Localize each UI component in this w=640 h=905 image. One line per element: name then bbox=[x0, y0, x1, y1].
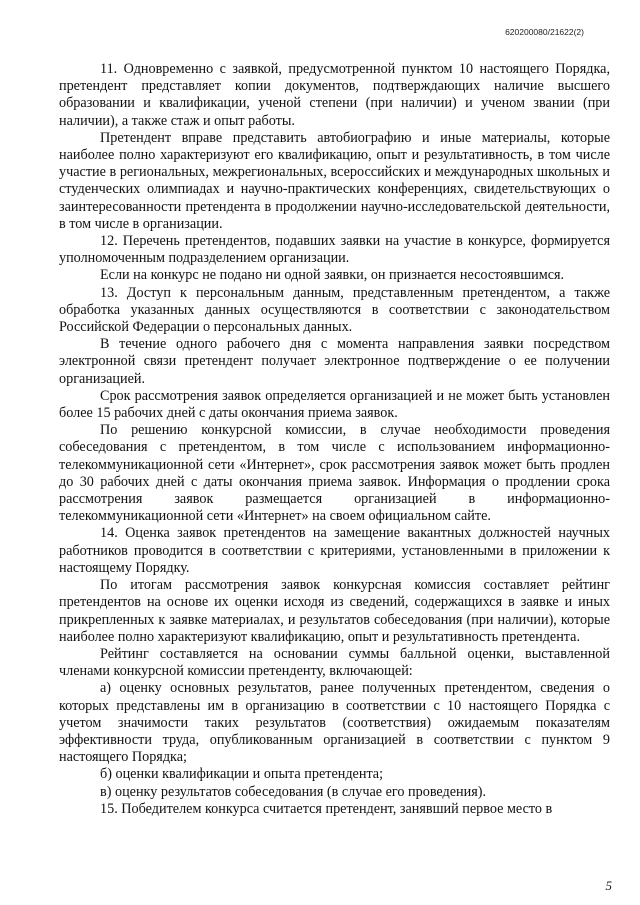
paragraph-15: 15. Победителем конкурса считается претендент, занявший первое место в bbox=[100, 800, 553, 817]
page-number: 5 bbox=[605, 878, 612, 893]
paragraph: Претендент вправе представить автобиографию и иные материалы, которые наиболее полно характеризуют его квалификацию, опыт и результативность, в том числе участие в региональных, межрегиональных, всероссийских и международных школьных и студенческих олимпиадах и научно-практических конференциях, свидетельствующих о заинтересованности претендента в продолжении научно-исследовательской деятельности, в том числе в организации. bbox=[59, 129, 610, 232]
list-item-b: б) оценки квалификации и опыта претендента; bbox=[100, 766, 384, 783]
paragraph: По решению конкурсной комиссии, в случае необходимости проведения собеседования с претендентом, в том числе с использованием информационно-телекоммуникационной сети «Интернет», срок рассмотрения заявок может быть продлен до 30 рабочих дней с даты окончания приема заявок. Информация о продлении срока рассмотрения заявок размещается организацией в информационно-телекоммуникационной сети «Интернет» на своем официальном сайте. bbox=[59, 422, 610, 525]
paragraph-11: 11. Одновременно с заявкой, предусмотренной пунктом 10 настоящего Порядка, претендент представляет копии документов, подтверждающих наличие высшего образовании и квалификации, ученой степени (при наличии) и ученом звании (при наличии), а также стаж и опыт работы. bbox=[59, 61, 610, 129]
paragraph: Если на конкурс не подано ни одной заявки, он признается несостоявшимся. bbox=[100, 267, 565, 284]
paragraph: По итогам рассмотрения заявок конкурсная комиссия составляет рейтинг претендентов на основе их оценки исходя из сведений, содержащихся в заявке и иных прикрепленных к заявке материалах, и результатов собеседования (при наличии), которые наиболее полно характеризуют квалификацию, опыт и результативность претендента. bbox=[59, 577, 610, 645]
paragraph-12: 12. Перечень претендентов, подавших заявки на участие в конкурсе, формируется уполномоченным подразделением организации. bbox=[59, 233, 610, 267]
list-item-a: а) оценку основных результатов, ранее полученных претендентом, сведения о которых представлены им в организацию в соответствии с 10 настоящего Порядка с учетом значимости таких результатов (соответствия) ожидаемым показателям эффективности труда, опубликованным организацией в соответствии с пунктом 9 настоящего Порядка; bbox=[59, 680, 610, 766]
paragraph-13: 13. Доступ к персональным данным, представленным претендентом, а также обработка указанных данных осуществляются в соответствии с законодательством Российской Федерации о персональных данных. bbox=[59, 284, 610, 336]
document-number: 620200080/21622(2) bbox=[505, 27, 584, 37]
document-body bbox=[59, 61, 610, 818]
paragraph: Срок рассмотрения заявок определяется организацией и не может быть установлен более 15 рабочих дней с даты окончания приема заявок. bbox=[59, 387, 610, 422]
paragraph: Рейтинг составляется на основании суммы балльной оценки, выставленной членами конкурсной комиссии претенденту, включающей: bbox=[59, 645, 610, 680]
paragraph: В течение одного рабочего дня с момента направления заявки посредством электронной связи претендент получает электронное подтверждение о ее получении организацией. bbox=[59, 336, 610, 387]
paragraph-14: 14. Оценка заявок претендентов на замещение вакантных должностей научных работников проводится в соответствии с критериями, установленными в приложении к настоящему Порядку. bbox=[59, 525, 610, 576]
list-item-c: в) оценку результатов собеседования (в случае его проведения). bbox=[100, 783, 487, 800]
